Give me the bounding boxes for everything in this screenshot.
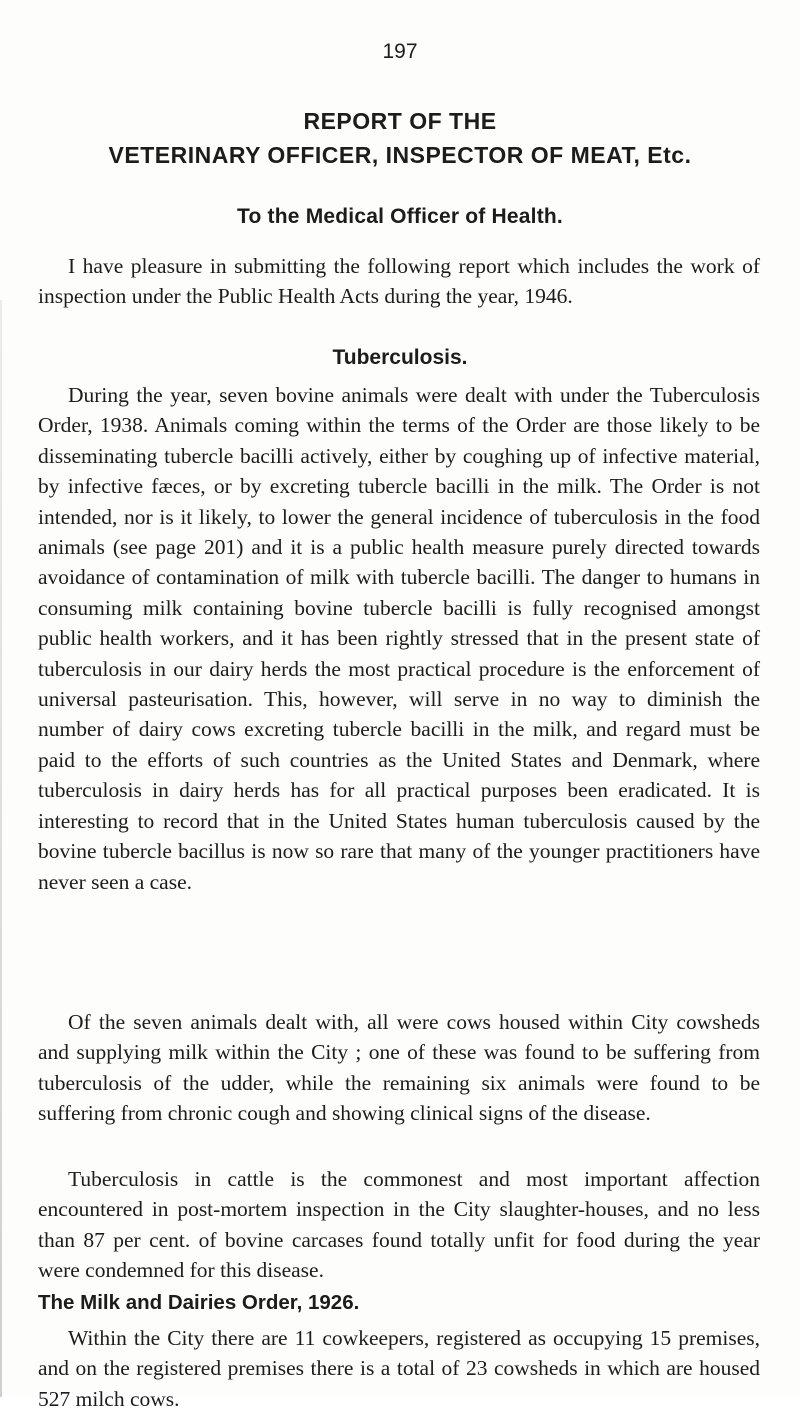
tuberculosis-text-1: During the year, seven bovine animals were dealt with under the Tuberculosis Order, 1938. Animals coming within the terms of the Order are those likely to be disseminating tubercle bacilli actively, either by coughing up of infective material, by infective fæces, or by excreting tubercle bacilli in the milk. The Order is not intended, nor is it likely, to lower the general incidence of tuberculosis in the food animals (see page 201) and it is a public health measure purely directed towards avoidance of contamination of milk with tubercle bacilli. The danger to humans in consuming milk containing bovine tubercle bacilli is fully recognised amongst public health workers, and it has been rightly stressed that in the present state of tuberculosis in our dairy herds the most practical procedure is the enforcement of universal pasteurisation. This, however, will serve in no way to diminish the number of dairy cows excreting tubercle bacilli in the milk, and regard must be paid to the efforts of such countries as the United States and Denmark, where tuberculosis in dairy herds has for all practical purposes been eradicated. It is interesting to record that in the United States human tuberculosis caused by the bovine tubercle bacillus is now so rare that many of the younger practitioners have never seen a case. xyxy=(38,383,760,894)
tuberculosis-text-2: Of the seven animals dealt with, all were cows housed within City cowsheds and supplying milk within the City ; one of these was found to be suffering from tuberculosis of the udder, while the remaining six animals were found to be suffering from chronic cough and showing clinical signs of the disease. xyxy=(38,1010,760,1126)
tuberculosis-paragraph-2 xyxy=(38,1007,760,1129)
milk-dairies-heading: The Milk and Dairies Order, 1926. xyxy=(38,1291,360,1314)
tuberculosis-text-3: Tuberculosis in cattle is the commonest and most important affection encountered in post-mortem inspection in the City slaughter-houses, and no less than 87 per cent. of bovine carcases found totally unfit for food during the year were condemned for this disease. xyxy=(38,1167,760,1283)
milk-dairies-text: Within the City there are 11 cowkeepers, registered as occupying 15 premises, and on the registered premises there is a total of 23 cowsheds in which are housed 527 milch cows. xyxy=(38,1326,760,1411)
report-title-line-2: VETERINARY OFFICER, INSPECTOR OF MEAT, Etc. xyxy=(108,142,692,168)
intro-paragraph xyxy=(38,251,760,312)
milk-dairies-paragraph xyxy=(38,1323,760,1414)
report-title-line-1: REPORT OF THE xyxy=(303,108,497,134)
page-number: 197 xyxy=(382,40,418,63)
tuberculosis-paragraph-3 xyxy=(38,1164,760,1286)
intro-text: I have pleasure in submitting the following report which includes the work of inspection under the Public Health Acts during the year, 1946. xyxy=(38,254,760,309)
tuberculosis-paragraph-1 xyxy=(38,380,760,897)
scan-edge-shadow xyxy=(0,300,2,1397)
tuberculosis-heading: Tuberculosis. xyxy=(332,346,468,369)
addressee-heading: To the Medical Officer of Health. xyxy=(237,205,563,228)
